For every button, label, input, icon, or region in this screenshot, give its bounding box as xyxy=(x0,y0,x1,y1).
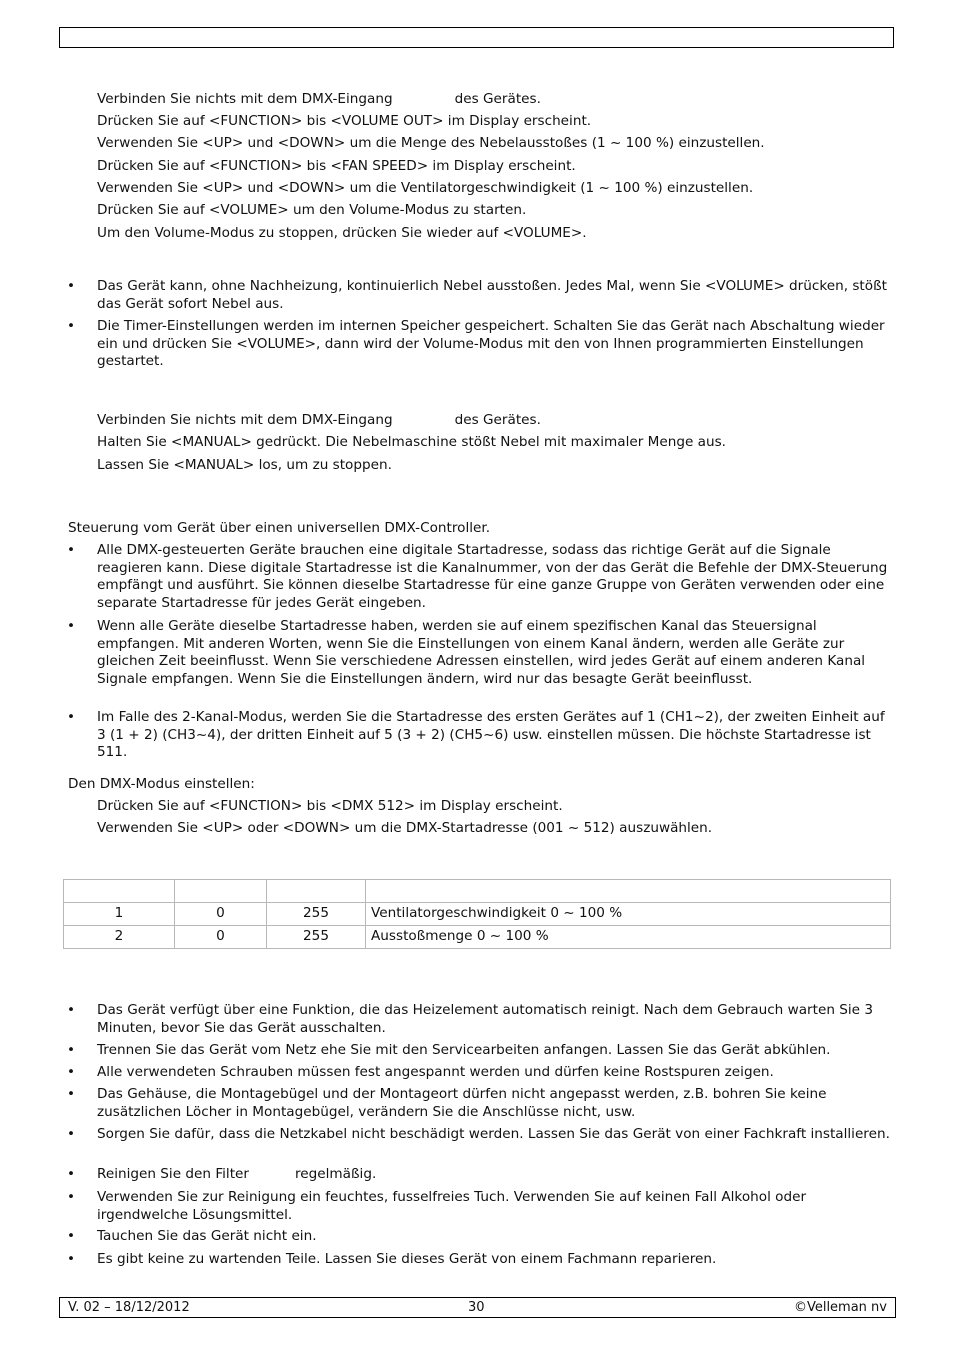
maint-item-2: • Trennen Sie das Gerät vom Netz ehe Sie mit den Servicearbeiten anfangen. Lassen Sie das Gerät abkühlen. xyxy=(67,1042,831,1058)
maint-item-4: • Das Gehäuse, die Montagebügel und der Montageort dürfen nicht angepasst werden, z.B. bohren Sie keine zusätzlichen Löcher in Montagebügel, verändern Sie die Anschlüsse nicht, usw. xyxy=(67,1086,827,1120)
footer-page-number: 30 xyxy=(468,1300,485,1315)
maint-item-7: • Verwenden Sie zur Reinigung ein feuchtes, fusselfreies Tuch. Verwenden Sie auf keinen Fall Alkohol oder irgendwelche Lösungsmittel. xyxy=(67,1189,807,1223)
dmx-intro: Steuerung vom Gerät über einen universellen DMX-Controller. xyxy=(68,520,491,536)
vol-step-6: Drücken Sie auf <VOLUME> um den Volume-Modus zu starten. xyxy=(97,202,527,218)
man-step-2: Halten Sie <MANUAL> gedrückt. Die Nebelmaschine stößt Nebel mit maximaler Menge aus. xyxy=(97,434,726,450)
maint-item-9: • Es gibt keine zu wartenden Teile. Lassen Sie dieses Gerät von einem Fachmann reparieren. xyxy=(67,1251,717,1267)
vol-note-1: • Das Gerät kann, ohne Nachheizung, kontinuierlich Nebel ausstoßen. Jedes Mal, wenn Sie <VOLUME> drücken, stößt das Gerät sofort Nebel aus. xyxy=(67,278,887,312)
vol-step-4: Drücken Sie auf <FUNCTION> bis <FAN SPEED> im Display erscheint. xyxy=(97,158,576,174)
vol-note-2: • Die Timer-Einstellungen werden im internen Speicher gespeichert. Schalten Sie das Gerät nach Abschaltung wieder ein und drücken Sie <VOLUME>, dann wird der Volume-Modus mit den von Ihnen programmierten Einstellungen gestartet. xyxy=(67,318,885,369)
vol-step-7: Um den Volume-Modus zu stoppen, drücken Sie wieder auf <VOLUME>. xyxy=(97,225,587,241)
dmx-note-3: • Im Falle des 2-Kanal-Modus, werden Sie die Startadresse des ersten Gerätes auf 1 (CH1~2), der zweiten Einheit auf 3 (1 + 2) (CH3~4), der dritten Einheit auf 5 (3 + 2) (CH5~6) usw. einstellen müssen. Die höchste Startadresse ist 511. xyxy=(67,709,885,760)
footer-version: V. 02 – 18/12/2012 xyxy=(68,1300,190,1315)
maint-item-8: • Tauchen Sie das Gerät nicht ein. xyxy=(67,1228,317,1244)
man-step-1: Verbinden Sie nichts mit dem DMX-Eingang des Gerätes. xyxy=(97,412,541,428)
vol-step-5: Verwenden Sie <UP> und <DOWN> um die Ventilatorgeschwindigkeit (1 ~ 100 %) einzustellen. xyxy=(97,180,754,196)
dmx-channel-table xyxy=(63,879,891,949)
vol-step-1: Verbinden Sie nichts mit dem DMX-Eingang des Gerätes. xyxy=(97,91,541,107)
vol-step-3: Verwenden Sie <UP> und <DOWN> um die Menge des Nebelausstoßes (1 ~ 100 %) einzustellen. xyxy=(97,135,765,151)
dmx-mode-title: Den DMX-Modus einstellen: xyxy=(68,776,255,792)
dmx-note-2: • Wenn alle Geräte dieselbe Startadresse haben, werden sie auf einem spezifischen Kanal das Steuersignal empfangen. Mit anderen Worten, wenn Sie die Einstellungen von einem Kanal ändern, werden alle Geräte zur gleichen Zeit beeinflusst. Wenn Sie verschiedene Adressen einstellen, wird jedes Gerät auf einem anderen Kanal Signale empfangen. Wenn Sie die Einstellungen ändern, wird nur das besagte Gerät beeinflusst. xyxy=(67,618,866,687)
page-footer xyxy=(59,1297,896,1318)
page-header-box xyxy=(59,27,894,48)
dmx-mode-step-2: Verwenden Sie <UP> oder <DOWN> um die DMX-Startadresse (001 ~ 512) auszuwählen. xyxy=(97,820,713,836)
man-step-3: Lassen Sie <MANUAL> los, um zu stoppen. xyxy=(97,457,392,473)
maint-item-3: • Alle verwendeten Schrauben müssen fest angespannt werden und dürfen keine Rostspuren zeigen. xyxy=(67,1064,774,1080)
vol-step-2: Drücken Sie auf <FUNCTION> bis <VOLUME OUT> im Display erscheint. xyxy=(97,113,592,129)
table-row: 1 0 255 Ventilatorgeschwindigkeit 0 ~ 100 % xyxy=(64,903,891,926)
maint-item-5: • Sorgen Sie dafür, dass die Netzkabel nicht beschädigt werden. Lassen Sie das Gerät von einer Fachkraft installieren. xyxy=(67,1126,890,1142)
dmx-note-1: • Alle DMX-gesteuerten Geräte brauchen eine digitale Startadresse, sodass das richtige Gerät auf die Signale reagieren kann. Diese digitale Startadresse ist die Kanalnummer, von der das Gerät die Befehle der DMX-Steuerung empfängt und ausführt. Sie können dieselbe Startadresse für eine ganze Gruppe von Geräten verwenden oder eine separate Startadresse für jedes Gerät eingeben. xyxy=(67,542,888,611)
table-header-row xyxy=(64,880,891,903)
maint-item-1: • Das Gerät verfügt über eine Funktion, die das Heizelement automatisch reinigt. Nach dem Gebrauch warten Sie 3 Minuten, bevor Sie das Gerät ausschalten. xyxy=(67,1002,874,1036)
dmx-mode-step-1: Drücken Sie auf <FUNCTION> bis <DMX 512> im Display erscheint. xyxy=(97,798,563,814)
table-row: 2 0 255 Ausstoßmenge 0 ~ 100 % xyxy=(64,926,891,949)
maint-item-6: • Reinigen Sie den Filter regelmäßig. xyxy=(67,1166,377,1182)
footer-brand: ©Velleman nv xyxy=(793,1300,887,1315)
